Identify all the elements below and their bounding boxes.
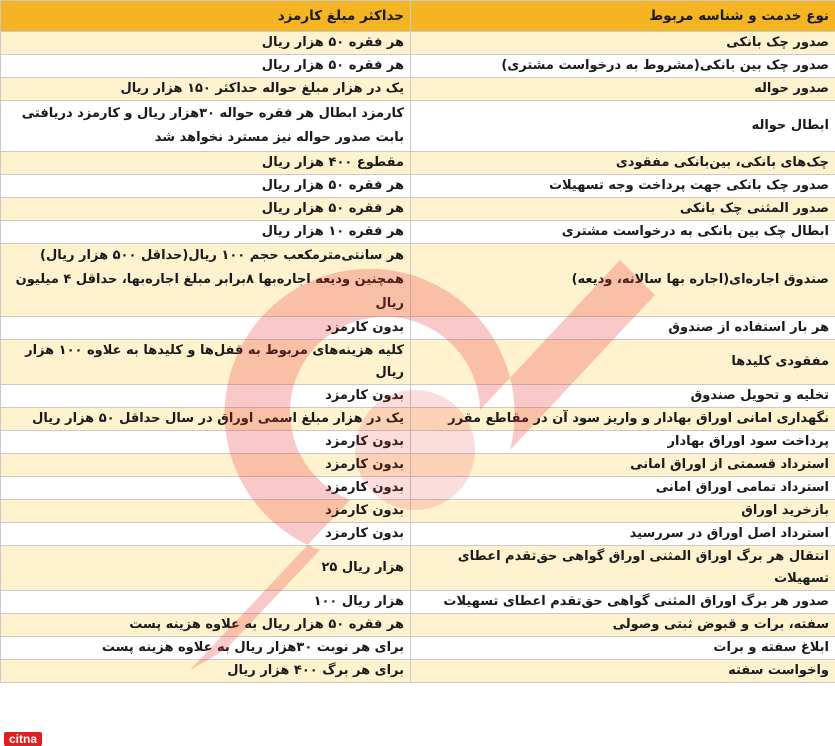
service-cell: صدور چک بین بانکی(مشروط به درخواست مشتری): [411, 55, 835, 78]
service-cell: سفته، برات و قبوض ثبتی وصولی: [411, 614, 835, 637]
fee-cell: یک در هزار مبلغ حواله حداکثر ۱۵۰ هزار ریال: [1, 78, 411, 101]
service-cell: استرداد اصل اوراق در سررسید: [411, 523, 835, 546]
service-cell: پرداخت سود اوراق بهادار: [411, 431, 835, 454]
table-row: [1, 637, 835, 660]
table-row: [1, 175, 835, 198]
table-row: [1, 614, 835, 637]
fee-cell: هر فقره ۵۰ هزار ریال: [1, 55, 411, 78]
table-row: [1, 78, 835, 101]
table-row: [1, 500, 835, 523]
service-cell: هر بار استفاده از صندوق: [411, 317, 835, 340]
fee-cell: هر فقره ۱۰ هزار ریال: [1, 221, 411, 244]
service-cell: بازخرید اوراق: [411, 500, 835, 523]
fee-cell: یک در هزار مبلغ اسمی اوراق در سال حداقل ۵۰ هزار ریال: [1, 408, 411, 431]
service-cell: انتقال هر برگ اوراق المثنی اوراق گواهی حق‌تقدم اعطای تسهیلات: [411, 546, 835, 591]
fee-cell: بدون کارمزد: [1, 317, 411, 340]
service-cell: ابلاغ سفته و برات: [411, 637, 835, 660]
table-row: [1, 198, 835, 221]
table-row: [1, 101, 835, 152]
column-header-fee: حداکثر مبلغ کارمزد: [1, 1, 411, 32]
table-row: [1, 477, 835, 500]
fee-cell: بدون کارمزد: [1, 477, 411, 500]
table-row: [1, 55, 835, 78]
fee-cell: بدون کارمزد: [1, 500, 411, 523]
fee-cell: هر فقره ۵۰ هزار ریال: [1, 32, 411, 55]
fee-cell: هر فقره ۵۰ هزار ریال: [1, 175, 411, 198]
service-cell: صدور حواله: [411, 78, 835, 101]
fee-cell: بدون کارمزد: [1, 523, 411, 546]
service-cell: ابطال حواله: [411, 101, 835, 152]
service-cell: صدور چک بانکی جهت پرداخت وجه تسهیلات: [411, 175, 835, 198]
fee-cell: هزار ریال ۲۵: [1, 546, 411, 591]
table-header-row: [1, 1, 835, 32]
service-cell: واخواست سفته: [411, 660, 835, 683]
fee-cell: هزار ریال ۱۰۰: [1, 591, 411, 614]
table-row: [1, 660, 835, 683]
service-cell: صدور المثنی چک بانکی: [411, 198, 835, 221]
service-cell: تخلیه و تحویل صندوق: [411, 385, 835, 408]
fee-cell: هر سانتی‌مترمکعب حجم ۱۰۰ ریال(حداقل ۵۰۰ هزار ریال) همچنین ودیعه اجاره‌بها ۸برابر مبلغ اجاره‌بها، حداقل ۴ میلیون ریال: [1, 244, 411, 317]
service-cell: چک‌های بانکی، بین‌بانکی مفقودی: [411, 152, 835, 175]
table-row: [1, 431, 835, 454]
table-row: [1, 385, 835, 408]
fee-cell: کلیه هزینه‌های مربوط به قفل‌ها و کلیدها به علاوه ۱۰۰ هزار ریال: [1, 340, 411, 385]
table-row: [1, 244, 835, 317]
fee-cell: کارمزد ابطال هر فقره حواله ۳۰هزار ریال و کارمزد دریافتی بابت صدور حواله نیز مسترد نخواهد شد: [1, 101, 411, 152]
service-cell: مفقودی کلیدها: [411, 340, 835, 385]
fee-cell: بدون کارمزد: [1, 454, 411, 477]
table-row: [1, 454, 835, 477]
table-row: [1, 152, 835, 175]
fee-cell: بدون کارمزد: [1, 431, 411, 454]
table-row: [1, 523, 835, 546]
table-row: [1, 546, 835, 591]
column-header-service: نوع خدمت و شناسه مربوط: [411, 1, 835, 32]
service-cell: صدور چک بانکی: [411, 32, 835, 55]
fee-cell: مقطوع ۴۰۰ هزار ریال: [1, 152, 411, 175]
service-cell: نگهداری امانی اوراق بهادار و واریز سود آن در مقاطع مقرر: [411, 408, 835, 431]
table-row: [1, 32, 835, 55]
table-row: [1, 340, 835, 385]
service-cell: صندوق اجاره‌ای(اجاره بها سالانه، ودیعه): [411, 244, 835, 317]
service-cell: صدور هر برگ اوراق المثنی گواهی حق‌تقدم اعطای تسهیلات: [411, 591, 835, 614]
fee-cell: هر فقره ۵۰ هزار ریال: [1, 198, 411, 221]
fee-cell: هر فقره ۵۰ هزار ریال به علاوه هزینه پست: [1, 614, 411, 637]
service-cell: ابطال چک بین بانکی به درخواست مشتری: [411, 221, 835, 244]
table-row: [1, 221, 835, 244]
fee-cell: برای هر برگ ۴۰۰ هزار ریال: [1, 660, 411, 683]
service-cell: استرداد قسمتی از اوراق امانی: [411, 454, 835, 477]
table-row: [1, 591, 835, 614]
fee-cell: بدون کارمزد: [1, 385, 411, 408]
table-body: [1, 32, 835, 683]
service-cell: استرداد تمامی اوراق امانی: [411, 477, 835, 500]
fee-cell: برای هر نوبت ۳۰هزار ریال به علاوه هزینه پست: [1, 637, 411, 660]
citna-logo: citna: [4, 732, 42, 746]
table-row: [1, 408, 835, 431]
table-row: [1, 317, 835, 340]
